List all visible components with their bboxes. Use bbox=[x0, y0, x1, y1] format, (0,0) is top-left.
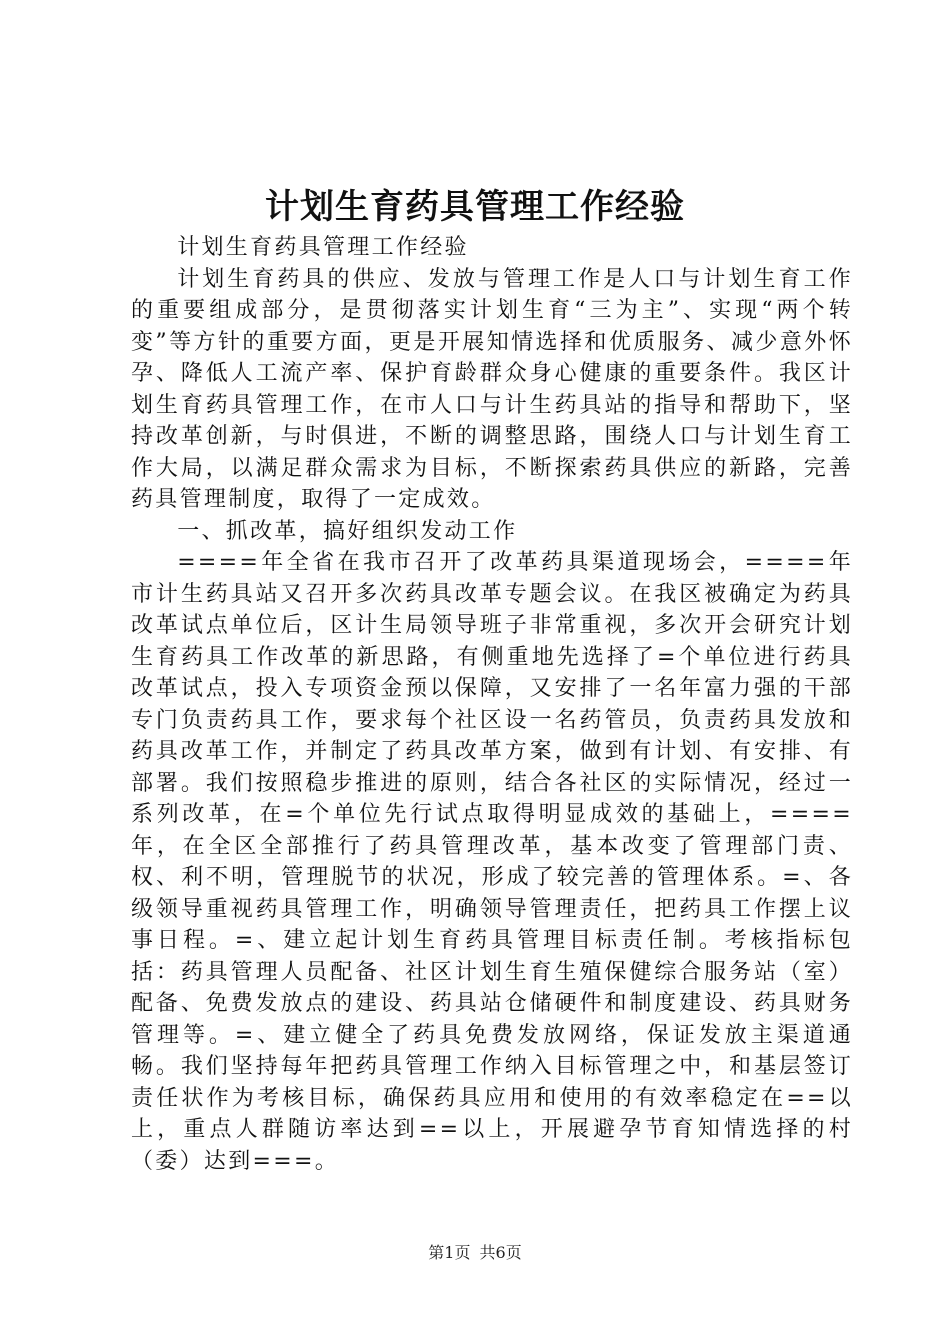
document-body bbox=[131, 232, 853, 1177]
subtitle-paragraph: 计划生育药具管理工作经验 bbox=[177, 235, 469, 260]
page-total: 共6页 bbox=[479, 1243, 522, 1262]
page-number: 第1页 bbox=[428, 1243, 471, 1262]
document-title: 计划生育药具管理工作经验 bbox=[265, 187, 685, 227]
page-footer bbox=[0, 1242, 950, 1264]
section-paragraph: ====年全省在我市召开了改革药具渠道现场会，====年市计生药具站又召开多次药具改革专题会议。在我区被确定为药具改革试点单位后，区计生局领导班子非常重视，多次开会研究计划生育药具工作改革的新思路，有侧重地先选择了=个单位进行药具改革试点，投入专项资金预以保障，又安排了一名年富力强的干部专门负责药具工作，要求每个社区设一名药管员，负责药具发放和药具改革工作，并制定了药具改革方案，做到有计划、有安排、有部署。我们按照稳步推进的原则，结合各社区的实际情况，经过一系列改革，在=个单位先行试点取得明显成效的基础上，====年，在全区全部推行了药具管理改革，基本改变了管理部门责、权、利不明，管理脱节的状况，形成了较完善的管理体系。=、各级领导重视药具管理工作，明确领导管理责任，把药具工作摆上议事日程。=、建立起计划生育药具管理目标责任制。考核指标包括：药具管理人员配备、社区计划生育生殖保健综合服务站（室）配备、免费发放点的建设、药具站仓储硬件和制度建设、药具财务管理等。=、建立健全了药具免费发放网络，保证发放主渠道通畅。我们坚持每年把药具管理工作纳入目标管理之中，和基层签订责任状作为考核目标，确保药具应用和使用的有效率稳定在==以上，重点人群随访率达到==以上，开展避孕节育知情选择的村（委）达到===。 bbox=[131, 550, 853, 1174]
intro-paragraph: 计划生育药具的供应、发放与管理工作是人口与计划生育工作的重要组成部分，是贯彻落实计划生育“三为主”、实现“两个转变”等方针的重要方面，更是开展知情选择和优质服务、减少意外怀孕、降低人工流产率、保护育龄群众身心健康的重要条件。我区计划生育药具管理工作，在市人口与计生药具站的指导和帮助下，坚持改革创新，与时俱进，不断的调整思路，围绕人口与计划生育工作大局，以满足群众需求为目标，不断探索药具供应的新路，完善药具管理制度，取得了一定成效。 bbox=[131, 266, 853, 512]
section-heading: 一、抓改革，搞好组织发动工作 bbox=[177, 518, 518, 544]
